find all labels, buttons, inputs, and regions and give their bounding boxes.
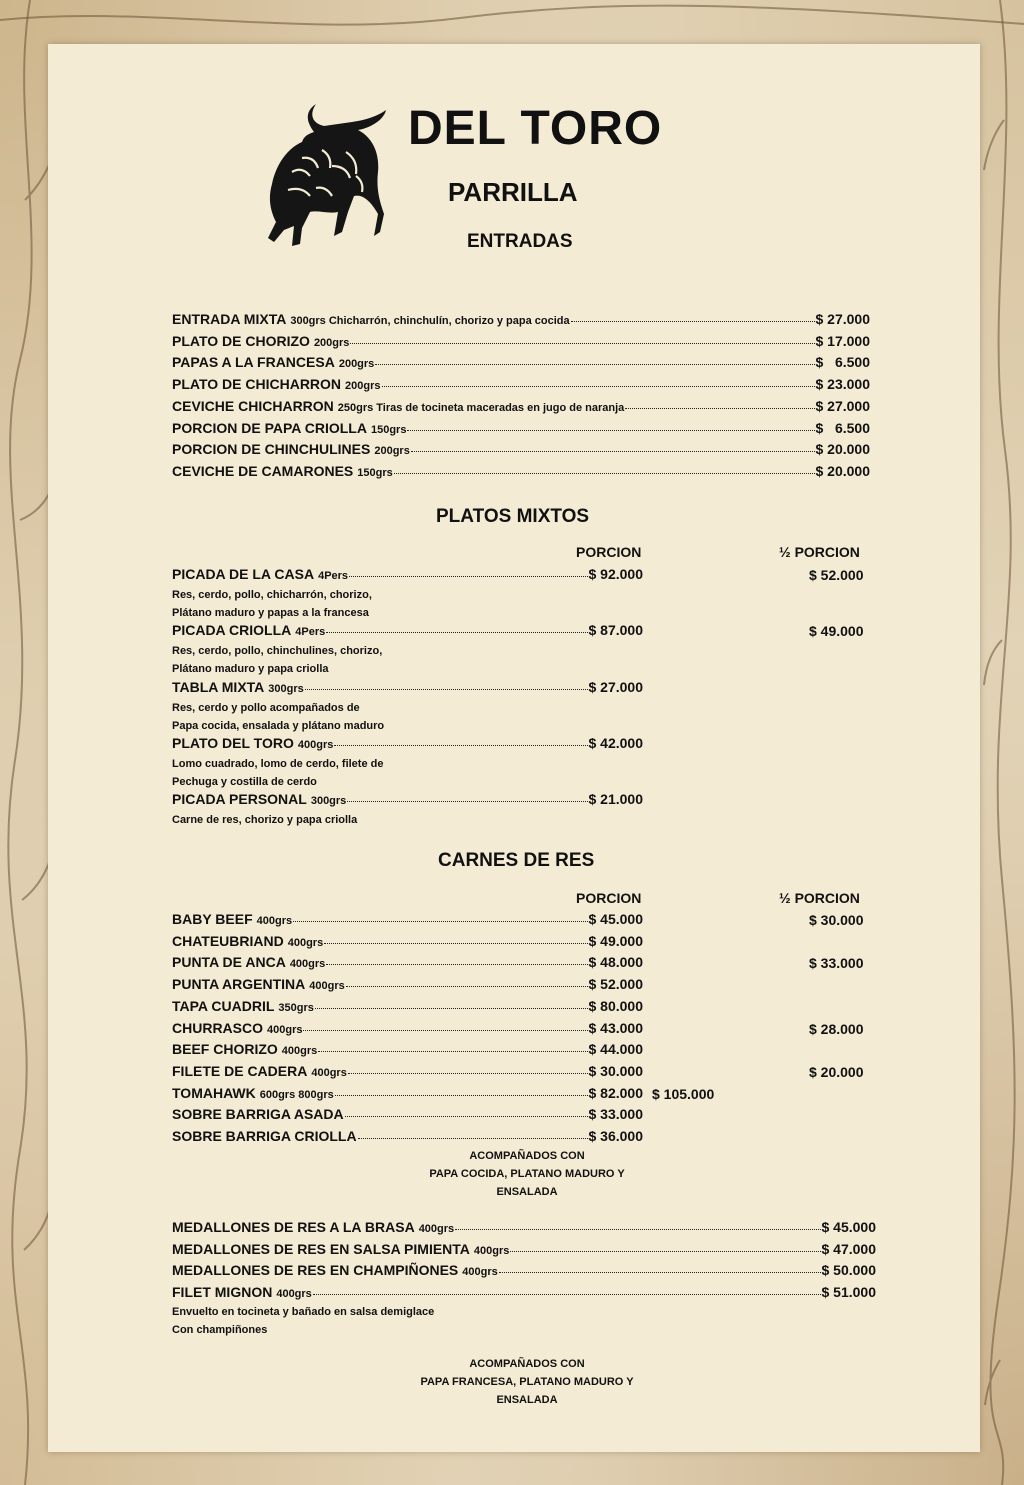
dotted-leader: [411, 451, 815, 452]
item-weight: 300grs: [290, 315, 326, 327]
item-price: $ 52.000: [588, 976, 643, 993]
item-price: $ 27.000: [815, 397, 870, 414]
item-name: MEDALLONES DE RES EN SALSA PIMIENTA: [172, 1240, 470, 1257]
item-half-price: $ 28.000: [809, 1020, 864, 1037]
column-header-half-porcion: ½ PORCION: [779, 890, 860, 906]
item-name: BABY BEEF: [172, 911, 253, 927]
accompaniment-note: [357, 1355, 697, 1409]
menu-item-row: [172, 976, 643, 996]
description-line: Lomo cuadrado, lomo de cerdo, filete de: [172, 758, 384, 770]
item-price: $ 27.000: [588, 679, 643, 695]
dotted-leader: [358, 1138, 588, 1139]
item-weight: 150grs: [370, 423, 407, 436]
item-price: $ 92.000: [588, 566, 643, 582]
item-weight: 400grs: [276, 1288, 312, 1301]
menu-item-row: [172, 441, 870, 461]
item-description: Tiras de tocineta maceradas en jugo de naranja: [376, 401, 625, 414]
dotted-leader: [394, 473, 815, 474]
item-name: PICADA CRIOLLA: [172, 622, 292, 638]
floral-decoration-right: [980, 0, 1024, 1485]
dotted-leader: [334, 745, 587, 746]
dotted-leader: [455, 1229, 820, 1230]
item-name: FILET MIGNON: [172, 1284, 273, 1301]
dotted-leader: [303, 1030, 587, 1031]
dotted-leader: [315, 1008, 588, 1009]
item-weight: 300grs: [268, 683, 304, 695]
item-description: [172, 755, 383, 791]
item-name: TAPA CUADRIL: [172, 997, 275, 1014]
accompaniment-note: [357, 1147, 697, 1201]
item-price: $ 17.000: [815, 332, 870, 349]
item-price: $ 20.000: [815, 441, 870, 458]
item-weight: 400grs: [418, 1223, 455, 1235]
dotted-leader: [348, 1073, 588, 1074]
item-weight: 400grs: [267, 1023, 303, 1036]
item-half-price: $ 20.000: [809, 1063, 864, 1080]
menu-item-row: [172, 1219, 876, 1239]
description-line: Pechuga y costilla de cerdo: [172, 776, 317, 788]
item-half-price: $ 33.000: [809, 955, 864, 972]
item-weight: 4Pers: [318, 570, 349, 582]
menu-item-row: [172, 566, 643, 586]
dotted-leader: [349, 576, 587, 577]
item-price: $ 51.000: [821, 1284, 876, 1301]
item-price: $ 30.000: [588, 1062, 643, 1079]
item-name: PORCION DE CHINCHULINES: [172, 441, 371, 458]
item-name: TOMAHAWK: [172, 1084, 256, 1101]
dotted-leader: [375, 364, 814, 365]
dotted-leader: [345, 1116, 588, 1117]
description-line: Res, cerdo, pollo, chicharrón, chorizo,: [172, 589, 372, 601]
menu-item-row: [172, 354, 870, 374]
item-price: $ 23.000: [815, 376, 870, 393]
item-price: $ 47.000: [821, 1240, 876, 1257]
item-name: BEEF CHORIZO: [172, 1041, 278, 1058]
accompaniment-line: PAPA FRANCESA, PLATANO MADURO Y: [420, 1376, 634, 1388]
dotted-leader: [571, 321, 815, 322]
column-header-porcion: PORCION: [576, 890, 642, 906]
dotted-leader: [347, 801, 587, 802]
item-description: Chicharrón, chinchulín, chorizo y papa cocida: [328, 315, 570, 327]
menu-item-row: [172, 1241, 876, 1261]
dotted-leader: [346, 986, 588, 987]
section-title-carnes-de-res: CARNES DE RES: [438, 850, 595, 871]
item-name: PICADA DE LA CASA: [172, 566, 315, 582]
column-header-half-porcion: ½ PORCION: [779, 544, 860, 560]
item-name: CHURRASCO: [172, 1019, 263, 1036]
menu-item-row: [172, 1063, 643, 1083]
accompaniment-line: ACOMPAÑADOS CON: [469, 1150, 585, 1162]
item-name: PLATO DE CHICHARRON: [172, 376, 342, 393]
item-weight: 400grs: [256, 915, 293, 927]
menu-item-row: [172, 679, 643, 699]
item-description: [172, 642, 382, 678]
item-price: $ 44.000: [588, 1041, 643, 1058]
dotted-leader: [318, 1051, 587, 1052]
item-name: CEVICHE DE CAMARONES: [172, 462, 354, 479]
item-weight: 400grs: [473, 1244, 510, 1257]
column-header-porcion: PORCION: [576, 544, 642, 560]
menu-item-row: [172, 311, 870, 331]
item-name: PLATO DE CHORIZO: [172, 332, 310, 349]
menu-item-row: [172, 333, 870, 353]
dotted-leader: [625, 408, 814, 409]
item-price: $ 33.000: [588, 1106, 643, 1123]
item-name: SOBRE BARRIGA CRIOLLA: [172, 1128, 357, 1144]
dotted-leader: [324, 943, 587, 944]
menu-item-row: [172, 1041, 643, 1061]
item-name: MEDALLONES DE RES A LA BRASA: [172, 1219, 415, 1235]
item-price: $ 82.000: [588, 1084, 643, 1101]
menu-item-row: [172, 791, 643, 811]
accompaniment-line: PAPA COCIDA, PLATANO MADURO Y: [429, 1168, 625, 1180]
item-price: $ 80.000: [588, 997, 643, 1014]
accompaniment-line: ENSALADA: [496, 1186, 558, 1198]
item-price: $ 42.000: [588, 735, 643, 751]
bull-logo-icon: [262, 102, 390, 248]
description-line: Carne de res, chorizo y papa criolla: [172, 814, 358, 826]
item-weight: 200grs: [313, 336, 350, 349]
item-price: $ 6.500: [815, 354, 870, 371]
floral-decoration-top: [0, 0, 1024, 44]
dotted-leader: [510, 1251, 820, 1252]
item-half-price: $ 49.000: [809, 623, 864, 639]
item-description: [172, 586, 372, 622]
item-price: $ 48.000: [588, 954, 643, 971]
menu-item-row: [172, 622, 643, 642]
restaurant-name: DEL TORO: [408, 102, 663, 155]
menu-item-row: [172, 954, 643, 974]
item-weight: 200grs: [374, 445, 410, 458]
item-weight: 400grs: [311, 1066, 347, 1079]
description-line: Res, cerdo, pollo, chinchulines, chorizo,: [172, 645, 383, 657]
accompaniment-line: ENSALADA: [496, 1394, 558, 1406]
menu-item-row: [172, 376, 870, 396]
dotted-leader: [382, 386, 815, 387]
menu-item-row: [172, 1262, 876, 1282]
restaurant-subtitle: PARRILLA: [448, 177, 578, 207]
item-weight: 400grs: [289, 958, 326, 971]
description-line: Papa cocida, ensalada y plátano maduro: [172, 720, 385, 732]
item-price: $ 50.000: [821, 1262, 876, 1279]
menu-item-row: [172, 735, 643, 755]
item-extra-price: $ 105.000: [652, 1085, 715, 1102]
item-price: $ 6.500: [815, 419, 870, 436]
item-price: $ 20.000: [815, 462, 870, 479]
item-price: $ 49.000: [588, 932, 643, 949]
item-weight: 600grs 800grs: [259, 1088, 334, 1101]
item-name: ENTRADA MIXTA: [172, 311, 287, 327]
menu-item-row: [172, 420, 870, 440]
menu-item-row: [172, 1106, 643, 1126]
item-price: $ 43.000: [588, 1019, 643, 1036]
menu-item-row: [172, 463, 870, 483]
item-name: PAPAS A LA FRANCESA: [172, 354, 335, 371]
item-description: [172, 1303, 434, 1339]
description-line: Plátano maduro y papas a la francesa: [172, 607, 369, 619]
item-price: $ 27.000: [815, 311, 870, 327]
item-weight: 400grs: [462, 1266, 498, 1279]
item-name: PUNTA DE ANCA: [172, 954, 286, 971]
item-price: $ 36.000: [588, 1128, 643, 1144]
dotted-leader: [313, 1294, 821, 1295]
item-price: $ 45.000: [821, 1219, 876, 1235]
description-line: Res, cerdo y pollo acompañados de: [172, 702, 360, 714]
item-weight: 400grs: [281, 1045, 318, 1058]
item-name: MEDALLONES DE RES EN CHAMPIÑONES: [172, 1262, 459, 1279]
item-name: SOBRE BARRIGA ASADA: [172, 1106, 344, 1123]
item-weight: 400grs: [309, 980, 345, 993]
item-weight: 200grs: [338, 358, 375, 371]
dotted-leader: [407, 430, 814, 431]
item-name: PUNTA ARGENTINA: [172, 976, 306, 993]
item-name: PORCION DE PAPA CRIOLLA: [172, 419, 367, 436]
description-line: Plátano maduro y papa criolla: [172, 663, 329, 675]
item-weight: 400grs: [287, 936, 324, 949]
item-description: [172, 811, 357, 829]
menu-item-row: [172, 1284, 876, 1304]
accompaniment-line: ACOMPAÑADOS CON: [469, 1358, 585, 1370]
item-weight: 350grs: [278, 1001, 314, 1014]
item-half-price: $ 52.000: [809, 567, 864, 583]
item-name: PLATO DEL TORO: [172, 735, 294, 751]
item-weight: 300grs: [310, 795, 347, 807]
item-name: CHATEUBRIAND: [172, 932, 284, 949]
item-weight: 150grs: [357, 466, 393, 479]
item-name: FILETE DE CADERA: [172, 1062, 308, 1079]
item-weight: 400grs: [297, 739, 334, 751]
dotted-leader: [293, 921, 587, 922]
dotted-leader: [350, 343, 814, 344]
menu-item-row: [172, 398, 870, 418]
item-price: $ 45.000: [588, 911, 643, 927]
item-half-price: $ 30.000: [809, 912, 864, 928]
description-line: Envuelto en tocineta y bañado en salsa demiglace: [172, 1306, 435, 1318]
item-name: PICADA PERSONAL: [172, 791, 307, 807]
menu-item-row: [172, 1020, 643, 1040]
item-price: $ 21.000: [588, 791, 643, 807]
item-weight: 4Pers: [295, 626, 326, 638]
item-price: $ 87.000: [588, 622, 643, 638]
menu-item-row: [172, 1128, 643, 1148]
section-title-platos-mixtos: PLATOS MIXTOS: [436, 506, 590, 527]
item-name: TABLA MIXTA: [172, 679, 265, 695]
section-title-entradas: ENTRADAS: [467, 231, 573, 252]
menu-item-row: [172, 998, 643, 1018]
item-weight: 200grs: [345, 380, 381, 393]
menu-item-row: [172, 911, 643, 931]
dotted-leader: [326, 964, 587, 965]
menu-item-row: [172, 1085, 643, 1105]
dotted-leader: [499, 1272, 821, 1273]
item-name: CEVICHE CHICHARRON: [172, 397, 334, 414]
item-weight: 250grs: [337, 401, 374, 414]
description-line: Con champiñones: [172, 1324, 268, 1336]
dotted-leader: [326, 632, 587, 633]
item-description: [172, 699, 384, 735]
dotted-leader: [335, 1095, 588, 1096]
menu-item-row: [172, 933, 643, 953]
dotted-leader: [305, 689, 588, 690]
